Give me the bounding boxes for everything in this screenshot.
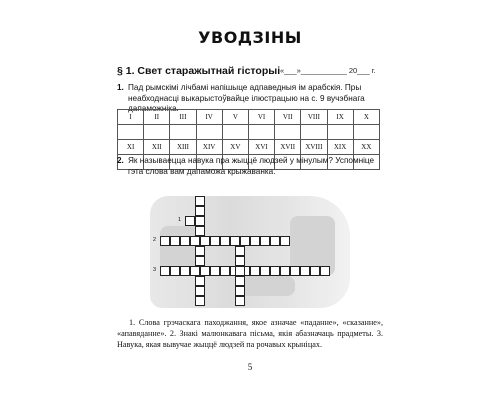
crossword-cell[interactable]	[220, 266, 230, 276]
crossword-cell[interactable]	[270, 266, 280, 276]
date-line: «___»___________ 20___ г.	[280, 66, 376, 75]
crossword-cell[interactable]	[195, 206, 205, 216]
roman-cell: XVI	[248, 140, 274, 155]
crossword-clue-number: 2	[153, 237, 157, 243]
crossword-cell[interactable]	[195, 296, 205, 306]
roman-cell: XX	[353, 140, 379, 155]
roman-cell: VI	[248, 110, 274, 125]
roman-cell: I	[118, 110, 144, 125]
crossword-cell[interactable]	[170, 266, 180, 276]
answer-row-1	[118, 125, 380, 140]
crossword-cell[interactable]	[280, 266, 290, 276]
roman-row-1	[118, 110, 380, 125]
crossword-cell[interactable]	[185, 216, 195, 226]
answer-cell[interactable]	[353, 125, 379, 140]
crossword-cell[interactable]	[320, 266, 330, 276]
crossword-clues: 1. Слова грэчаскага паходжання, якое азначае «паданне», «сказанне», «апавяданне». 2. Знакі малюнкавага пісьма, якія абазначаць прадметы. 3. Навука, якая вывучае жыццё людзей па рочавых крыніцах.	[117, 318, 383, 349]
task-2-number: 2.	[117, 156, 124, 165]
crossword-cell[interactable]	[310, 266, 320, 276]
crossword-cell[interactable]	[195, 286, 205, 296]
ancient-relief-illustration	[150, 196, 350, 308]
crossword-cell[interactable]	[235, 246, 245, 256]
crossword-cell[interactable]	[170, 236, 180, 246]
roman-cell: VII	[275, 110, 301, 125]
crossword-cell[interactable]	[160, 266, 170, 276]
answer-cell[interactable]	[301, 125, 327, 140]
crossword-cell[interactable]	[195, 246, 205, 256]
roman-cell: V	[222, 110, 248, 125]
answer-cell[interactable]	[275, 125, 301, 140]
crossword-cell[interactable]	[235, 256, 245, 266]
crossword-cell[interactable]	[210, 266, 220, 276]
roman-cell: X	[353, 110, 379, 125]
crossword-cell[interactable]	[180, 266, 190, 276]
crossword-cell[interactable]	[260, 236, 270, 246]
crossword-cell[interactable]	[195, 196, 205, 206]
roman-row-2	[118, 140, 380, 155]
crossword-cell[interactable]	[280, 236, 290, 246]
crossword-clue-number: 1	[178, 217, 182, 223]
crossword-cell[interactable]	[250, 236, 260, 246]
crossword-cell[interactable]	[230, 236, 240, 246]
crossword-cell[interactable]	[235, 286, 245, 296]
crossword-cell[interactable]	[160, 236, 170, 246]
roman-cell: XIII	[170, 140, 196, 155]
roman-cell: IV	[196, 110, 222, 125]
crossword-area	[150, 188, 350, 306]
crossword-cell[interactable]	[290, 266, 300, 276]
answer-cell[interactable]	[118, 125, 144, 140]
answer-cell[interactable]	[248, 125, 274, 140]
crossword-cell[interactable]	[195, 226, 205, 236]
crossword-cell[interactable]	[190, 266, 200, 276]
task-1-text: Пад рымскімі лічбамі напішыце адпаведныя ім арабскія. Пры неабходнасці выкарыстоўвайце ілюстрацыю на с. 9 вучэбнага дапаможніка.	[128, 83, 365, 113]
crossword-cell[interactable]	[300, 266, 310, 276]
roman-cell: III	[170, 110, 196, 125]
roman-cell: IX	[327, 110, 353, 125]
crossword-cell[interactable]	[195, 276, 205, 286]
crossword-cell[interactable]	[195, 216, 205, 226]
answer-cell[interactable]	[222, 125, 248, 140]
crossword-cell[interactable]	[240, 236, 250, 246]
roman-cell: XIV	[196, 140, 222, 155]
answer-cell[interactable]	[327, 125, 353, 140]
crossword-cell[interactable]	[180, 236, 190, 246]
crossword-cell[interactable]	[200, 266, 210, 276]
crossword-cell[interactable]	[200, 236, 210, 246]
roman-cell: XII	[144, 140, 170, 155]
crossword-cell[interactable]	[195, 256, 205, 266]
crossword-clue-number: 3	[153, 267, 157, 273]
crossword-cell[interactable]	[250, 266, 260, 276]
crossword-cell[interactable]	[220, 236, 230, 246]
roman-cell: XVII	[275, 140, 301, 155]
chapter-title: УВОДЗІНЫ	[198, 28, 302, 47]
crossword-cell[interactable]	[235, 276, 245, 286]
answer-cell[interactable]	[170, 125, 196, 140]
task-2-text: Як называецца навука пра жыццё людзей у мінулым? Успомніце гэта слова вам дапаможа крыжаванка.	[128, 156, 375, 176]
task-2	[117, 156, 381, 177]
crossword-cell[interactable]	[270, 236, 280, 246]
roman-cell: XVIII	[301, 140, 327, 155]
crossword-cell[interactable]	[190, 236, 200, 246]
answer-cell[interactable]	[196, 125, 222, 140]
page-number: 5	[247, 362, 253, 372]
roman-cell: XIX	[327, 140, 353, 155]
task-1-number: 1.	[117, 83, 124, 92]
roman-cell: II	[144, 110, 170, 125]
answer-cell[interactable]	[144, 125, 170, 140]
roman-cell: XV	[222, 140, 248, 155]
section-title: § 1. Свет старажытнай гісторыі	[117, 65, 281, 77]
crossword-cell[interactable]	[210, 236, 220, 246]
crossword-cell[interactable]	[260, 266, 270, 276]
crossword-cell[interactable]	[235, 266, 245, 276]
roman-cell: VIII	[301, 110, 327, 125]
crossword-cell[interactable]	[235, 296, 245, 306]
roman-cell: XI	[118, 140, 144, 155]
